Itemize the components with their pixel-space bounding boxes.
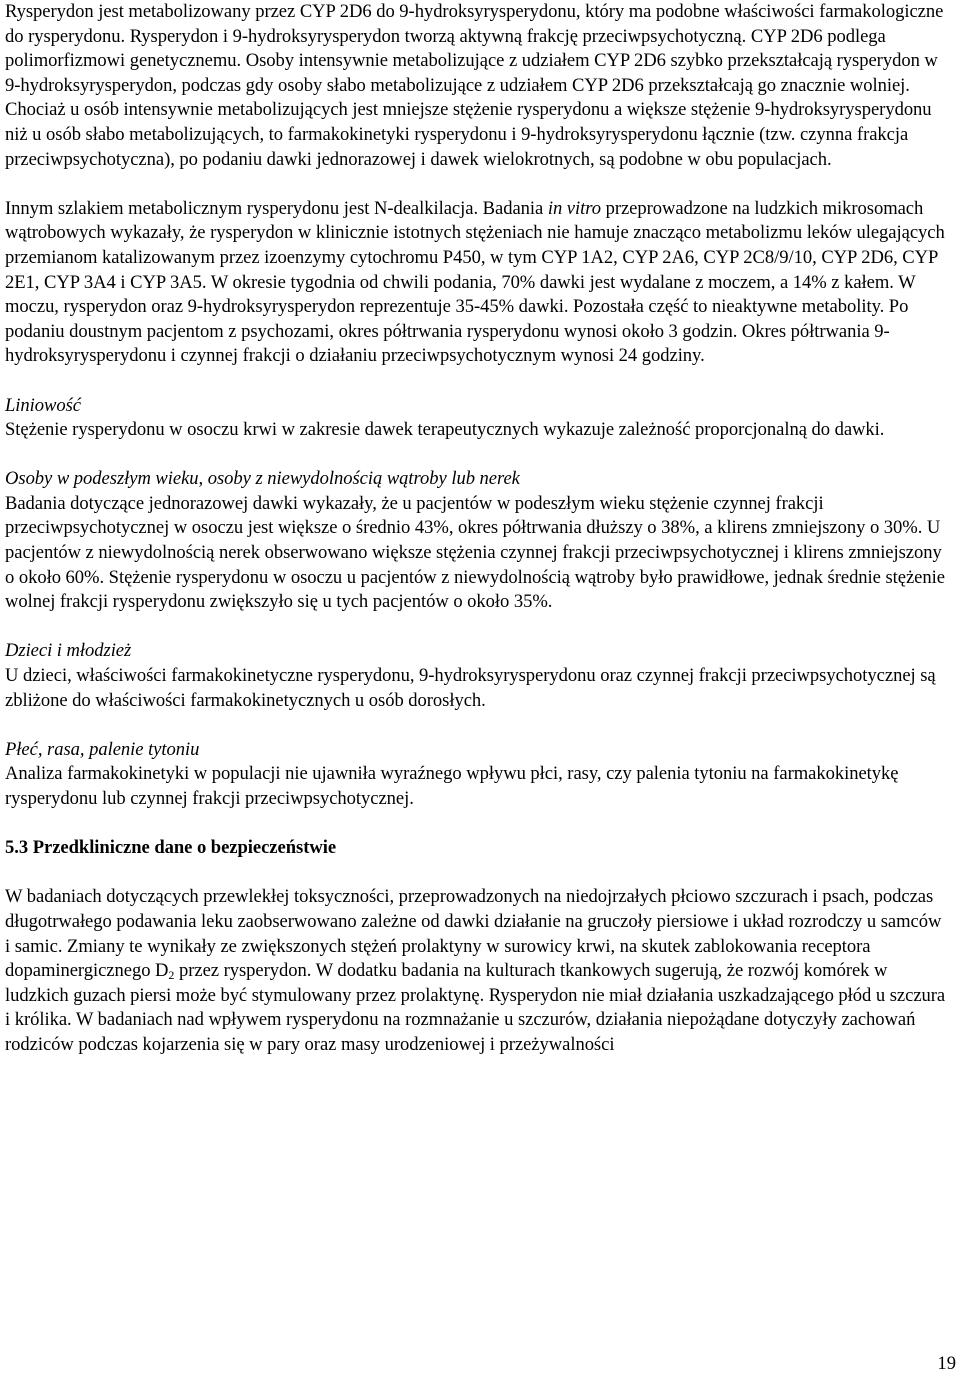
heading-children: Dzieci i młodzież	[5, 640, 132, 662]
heading-linearity: Liniowość	[5, 394, 82, 416]
spacer	[5, 812, 950, 837]
page-number: 19	[937, 1353, 956, 1374]
spacer	[5, 713, 950, 738]
spacer	[5, 172, 950, 197]
paragraph-children: U dzieci, właściwości farmakokinetyczne rysperydonu, 9-hydroksyrysperydonu oraz czynnej frakcji przeciwpsychotycznej są zbliżone do właściwości farmakokinetycznych u osób dorosłych.	[5, 665, 936, 711]
paragraph-text: W badaniach dotyczących przewlekłej toksyczności, przeprowadzonych na niedojrzałych płciowo szczurach i psach, podczas długotrwałego podawania leku zaobserwowano zależne od dawki działanie na gruczoły piersiowe i układ rozrodczy u samców i samic. Zmiany te wynikały ze zwiększonych stężeń prolaktyny w surowicy krwi, na skutek zablokowania receptora dopaminergicznego D	[5, 886, 942, 982]
paragraph-cyp2d6-metabolism: Rysperydon jest metabolizowany przez CYP 2D6 do 9-hydroksyrysperydonu, który ma podobne właściwości farmakologiczne do rysperydonu. Rysperydon i 9-hydroksyrysperydon tworzą aktywną frakcję przeciwpsychotyczną. CYP 2D6 podlega polimorfizmowi genetycznemu. Osoby intensywnie metabolizujące z udziałem CYP 2D6 szybko przekształcają rysperydon w 9-hydroksyrysperydon, podczas gdy osoby słabo metabolizujące z udziałem CYP 2D6 przekształcają go znacznie wolniej. Chociaż u osób intensywnie metabolizujących jest mniejsze stężenie rysperydonu a większe stężenie 9-hydroksyrysperydonu niż u osób słabo metabolizujących, to farmakokinetyki rysperydonu i 9-hydroksyrysperydonu łącznie (tzw. czynna frakcja przeciwpsychotyczna), po podaniu dawki jednorazowej i dawek wielokrotnych, są podobne w obu populacjach.	[5, 1, 944, 170]
paragraph-text: Innym szlakiem metabolicznym rysperydonu jest N-dealkilacja. Badania	[5, 197, 548, 219]
in-vitro-term: in vitro	[547, 197, 601, 219]
subscript-2: 2	[168, 968, 175, 983]
heading-elderly-hepatic-renal: Osoby w podeszłym wieku, osoby z niewydolnością wątroby lub nerek	[5, 468, 520, 490]
paragraph-text: przeprowadzone na ludzkich mikrosomach wątrobowych wykazały, że rysperydon w klinicznie istotnych stężeniach nie hamuje znacząco metabolizmu leków ulegających przemianom katalizowanym przez izoenzymy cytochromu P450, w tym CYP 1A2, CYP 2A6, CYP 2C8/9/10, CYP 2D6, CYP 2E1, CYP 3A4 i CYP 3A5. W okresie tygodnia od chwili podania, 70% dawki jest wydalane z moczem, a 14% z kałem. W moczu, rysperydon oraz 9-hydroksyrysperydon reprezentuje 35-45% dawki. Pozostała część to nieaktywne metabolity. Po podaniu doustnym pacjentom z psychozami, okres półtrwania rysperydonu wynosi około 3 godzin. Okres półtrwania 9-hydroksyrysperydonu i czynnej frakcji o działaniu przeciwpsychotycznym wynosi 24 godziny.	[5, 197, 945, 367]
spacer	[5, 861, 950, 886]
paragraph-linearity: Stężenie rysperydonu w osoczu krwi w zakresie dawek terapeutycznych wykazuje zależność proporcjonalną do dawki.	[5, 419, 885, 441]
paragraph-sex-race-smoking: Analiza farmakokinetyki w populacji nie ujawniła wyraźnego wpływu płci, rasy, czy palenia tytoniu na farmakokinetykę rysperydonu lub czynnej frakcji przeciwpsychotycznej.	[5, 763, 899, 809]
spacer	[5, 615, 950, 640]
section-heading-preclinical-safety: 5.3 Przedkliniczne dane o bezpieczeństwie	[5, 837, 337, 859]
spacer	[5, 369, 950, 394]
paragraph-n-dealkylation	[5, 197, 950, 369]
paragraph-elderly-hepatic-renal: Badania dotyczące jednorazowej dawki wykazały, że u pacjentów w podeszłym wieku stężenie czynnej frakcji przeciwpsychotycznej w osoczu jest większe o średnio 43%, okres półtrwania dłuższy o 38%, a klirens zmniejszony o 30%. U pacjentów z niewydolnością nerek obserwowano większe stężenia czynnej frakcji przeciwpsychotycznej i klirens zmniejszony o około 60%. Stężenie rysperydonu w osoczu u pacjentów z niewydolnością wątroby było prawidłowe, jednak średnie stężenie wolnej frakcji rysperydonu zwiększyło się u tych pacjentów o około 35%.	[5, 492, 945, 613]
heading-sex-race-smoking: Płeć, rasa, palenie tytoniu	[5, 738, 200, 760]
paragraph-preclinical-toxicity	[5, 885, 950, 1057]
paragraph-text: przez rysperydon. W dodatku badania na kulturach tkankowych sugerują, że rozwój komórek w ludzkich guzach piersi może być stymulowany przez prolaktynę. Rysperydon nie miał działania uszkadzającego płód u szczura i królika. W badaniach nad wpływem rysperydonu na rozmnażanie u szczurów, działania niepożądane dotyczyły zachowań rodziców podczas kojarzenia się w pary oraz masy urodzeniowej i przeżywalności	[5, 960, 946, 1055]
document-page	[5, 0, 950, 1058]
spacer	[5, 443, 950, 468]
